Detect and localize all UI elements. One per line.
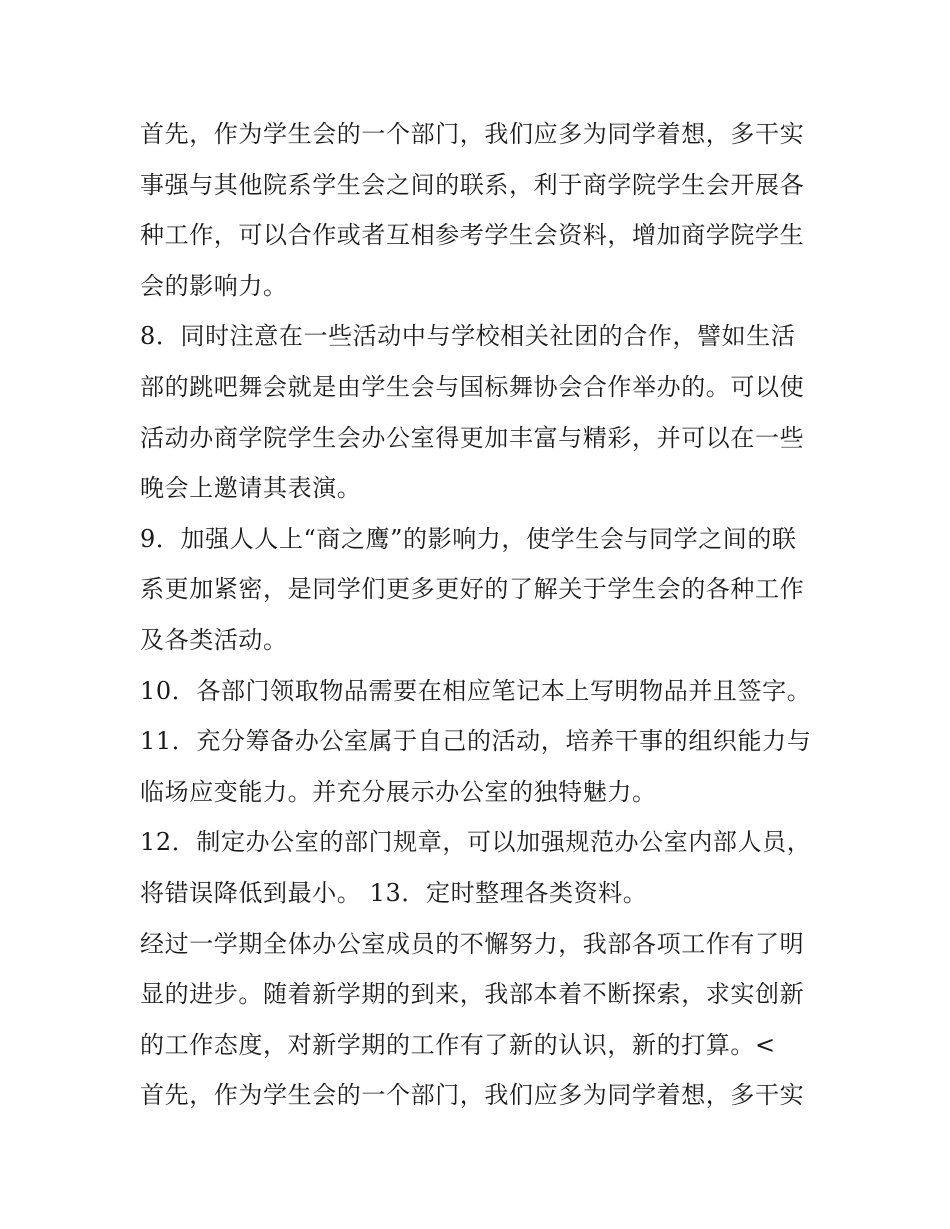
text-line: 首先，作为学生会的一个部门，我们应多为同学着想，多干实	[140, 120, 805, 148]
text-line: 12．制定办公室的部门规章，可以加强规范办公室内部人员，	[140, 828, 812, 857]
text-line: 临场应变能力。并充分展示办公室的独特魅力。	[140, 777, 657, 806]
text-line: 10．各部门领取物品需要在相应笔记本上写明物品并且签字。	[140, 676, 812, 705]
text-line: 晚会上邀请其表演。	[140, 474, 362, 503]
text-line: 9．加强人人上“商之鹰”的影响力，使学生会与同学之间的联	[140, 524, 797, 553]
text-line: 8．同时注意在一些活动中与学校相关社团的合作，譬如生活	[140, 322, 796, 351]
text-line: 经过一学期全体办公室成员的不懈努力，我部各项工作有了明	[140, 929, 805, 958]
text-line: 11．充分筹备办公室属于自己的活动，培养干事的组织能力与	[140, 727, 812, 756]
text-line: 系更加紧密，是同学们更多更好的了解关于学生会的各种工作	[140, 575, 805, 604]
text-line: 会的影响力。	[140, 271, 288, 300]
text-line: 将错误降低到最小。 13．定时整理各类资料。	[140, 878, 648, 907]
text-line: 事强与其他院系学生会之间的联系，利于商学院学生会开展各	[140, 170, 805, 199]
text-line: 种工作，可以合作或者互相参考学生会资料，增加商学院学生	[140, 221, 805, 250]
text-line: 显的进步。随着新学期的到来，我部本着不断探索，求实创新	[140, 980, 805, 1009]
body-text	[140, 109, 830, 1121]
text-line: 部的跳吧舞会就是由学生会与国标舞协会合作举办的。可以使	[140, 372, 805, 401]
text-line: 及各类活动。	[140, 625, 288, 654]
text-line: 的工作态度，对新学期的工作有了新的认识，新的打算。<	[140, 1030, 776, 1059]
text-line: 首先，作为学生会的一个部门，我们应多为同学着想，多干实	[140, 1081, 805, 1110]
text-line: 活动办商学院学生会办公室得更加丰富与精彩，并可以在一些	[140, 423, 805, 452]
